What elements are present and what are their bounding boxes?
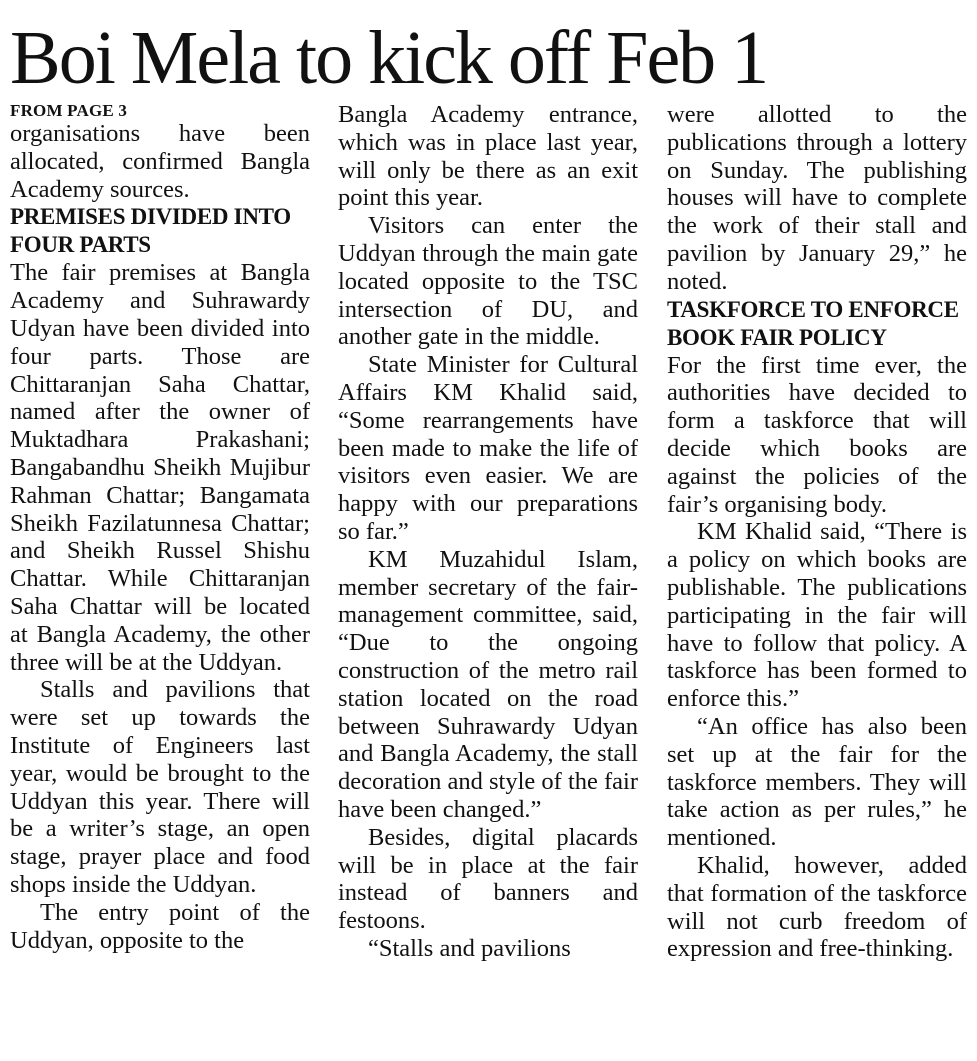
paragraph: The entry point of the Uddyan, opposite to the (10, 898, 310, 954)
paragraph: KM Muzahidul Islam, member secretary of the fair-management committee, said, “Due to the ongoing construction of the metro rail station located on the road between Suhrawardy Udyan and Bangla Academy, the stall decoration and style of the fair have been changed.” (338, 545, 639, 823)
paragraph: Besides, digital placards will be in place at the fair instead of banners and festoons. (338, 823, 638, 935)
column-2 (338, 101, 638, 963)
paragraph: “Stalls and pavilions (368, 934, 571, 962)
paragraph: Khalid, however, added that formation of the taskforce will not curb freedom of expression and free-thinking. (667, 851, 967, 963)
paragraph: State Minister for Cultural Affairs KM Khalid said, “Some rearrangements have been made to make the life of visitors even easier. We are happy with our preparations so far.” (338, 351, 638, 545)
paragraph: were allotted to the publications through a lottery on Sunday. The publishing houses will have to complete the work of their stall and pavilion by January 29,” he noted. (667, 101, 967, 295)
kicker: FROM PAGE 3 (10, 101, 128, 120)
column-3 (667, 101, 967, 963)
paragraph: Stalls and pavilions that were set up towards the Institute of Engineers last year, would be brought to the Uddyan this year. There will be a writer’s stage, an open stage, prayer place and food shops inside the Uddyan. (10, 676, 310, 898)
paragraph: “An office has also been set up at the fair for the taskforce members. They will take action as per rules,” he mentioned. (667, 712, 967, 852)
paragraph: organisations have been allocated, confirmed Bangla Academy sources. (10, 120, 310, 203)
paragraph: KM Khalid said, “There is a policy on which books are publishable. The publications participating in the fair will have to follow that policy. A taskforce has been formed to enforce this.” (667, 518, 967, 713)
subheading: TASKFORCE TO ENFORCE BOOK FAIR POLICY (667, 296, 959, 350)
column-1 (10, 101, 310, 954)
paragraph: The fair premises at Bangla Academy and Suhrawardy Udyan have been divided into four parts. Those are Chittaranjan Saha Chattar, named after the owner of Muktadhara Prakashani; Bangabandhu Sheikh Mujibur Rahman Chattar; Bangamata Sheikh Fazilatunnesa Chattar; and Sheikh Russel Shishu Chattar. While Chittaranjan Saha Chattar will be located at Bangla Academy, the other three will be at the Uddyan. (10, 259, 310, 676)
paragraph: Bangla Academy entrance, which was in place last year, will only be there as an exit point this year. (338, 101, 638, 212)
headline: Boi Mela to kick off Feb 1 (10, 16, 768, 100)
paragraph: For the first time ever, the authorities have decided to form a taskforce that will decide which books are against the policies of the fair’s organising body. (667, 351, 967, 518)
subheading: PREMISES DIVIDED INTO FOUR PARTS (10, 204, 291, 258)
paragraph: Visitors can enter the Uddyan through the main gate located opposite to the TSC intersection of DU, and another gate in the middle. (338, 212, 638, 351)
